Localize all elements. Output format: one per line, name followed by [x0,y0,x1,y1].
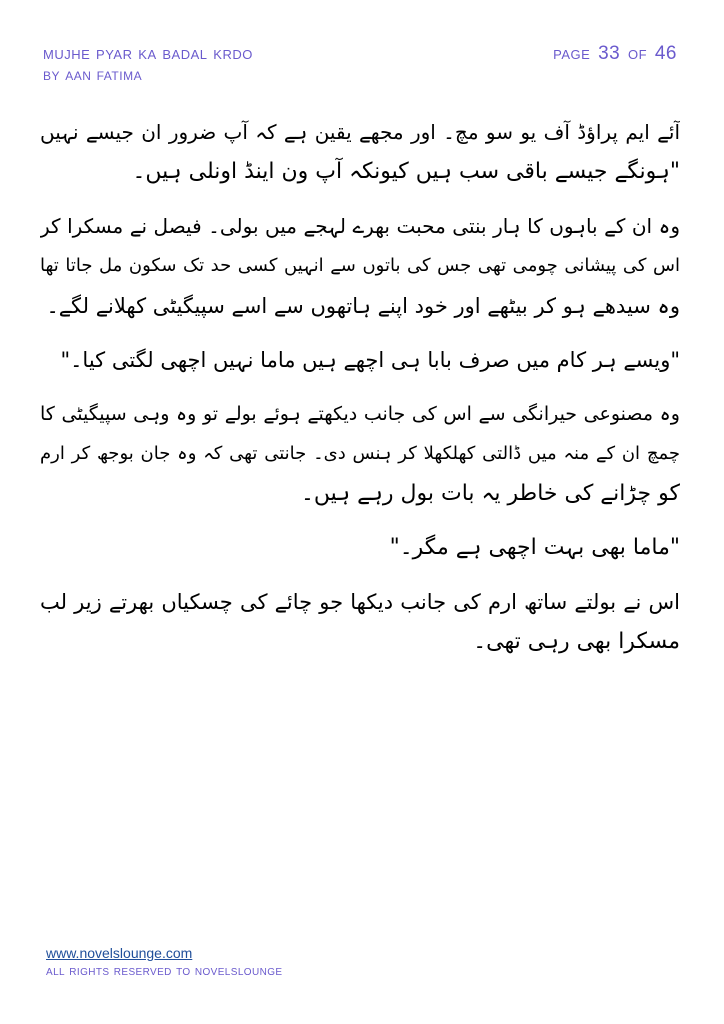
page-of-label: of [628,43,648,64]
text-line: وہ سیدھے ہو کر بیٹھے اور خود اپنے ہاتھوں سے اسے سپیگیٹی کھلانے لگے۔ [46,294,680,318]
text-line: "ویسے ہر کام میں صرف بابا ہی اچھے ہیں ماما نہیں اچھی لگتی کیا۔" [60,348,680,372]
text-line: اس نے بولتے ساتھ ارم کی جانب دیکھا جو چائے کی چسکیاں بھرتے زیر لب [40,590,680,614]
paragraph [40,582,680,662]
paragraph [40,206,680,326]
paragraph [40,394,680,514]
document-author: by aan fatima [43,65,143,84]
text-line: مسکرا بھی رہی تھی۔ [473,629,680,654]
text-line: وہ ان کے باہوں کا ہار بنتی محبت بھرے لہجے میں بولی۔ فیصل نے مسکرا کر [40,214,680,238]
paragraph [40,340,680,380]
page-number [552,43,678,65]
paragraph [40,528,680,568]
page-total: 46 [654,43,677,64]
text-line: کو چڑانے کی خاطر یہ بات بول رہے ہیں۔ [300,481,680,506]
page-label: page [553,43,591,64]
copyright-notice: all rights reserved to novelslounge [46,962,283,978]
text-line: "ہونگے جیسے باقی سب ہیں کیونکہ آپ ون اینڈ اونلی ہیں۔ [132,159,680,184]
paragraph [40,112,680,192]
text-line: چمچ ان کے منہ میں ڈالتی کھلکھلا کر ہنس دی۔ جانتی تھی کہ وہ جان بوجھ کر ارم [40,443,680,464]
text-line: "ماما بھی بہت اچھی ہے مگر۔" [389,535,680,560]
document-title: mujhe pyar ka badal krdo [43,43,253,64]
page-current: 33 [598,43,621,64]
website-link[interactable]: www.novelslounge.com [46,945,193,961]
text-line: اس کی پیشانی چومی تھی جس کی باتوں سے انہیں کسی حد تک سکون مل جاتا تھا [40,255,680,276]
text-line: وہ مصنوعی حیرانگی سے اس کی جانب دیکھتے ہوئے بولے تو وہ وہی سپیگیٹی کا [40,403,680,425]
text-line: آئے ایم پراؤڈ آف یو سو مچ۔ اور مجھے یقین ہے کہ آپ ضرور ان جیسے نہیں [40,120,680,144]
document-body [40,112,680,676]
